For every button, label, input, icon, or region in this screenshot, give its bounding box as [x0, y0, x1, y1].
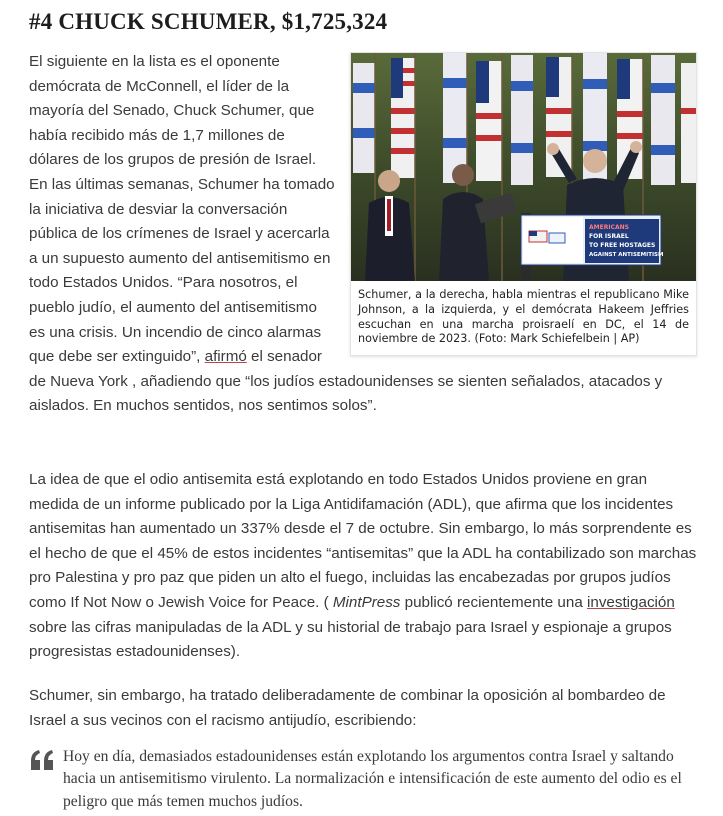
investigacion-link[interactable]: investigación: [587, 593, 675, 611]
schumer-paragraph: Schumer, sin embargo, ha tratado deliberadamente de combinar la oposición al bombardeo de Israel a sus vecinos con el racismo antijudío, escribiendo:: [29, 687, 666, 729]
svg-text:AMERICANS: AMERICANS: [589, 224, 629, 231]
intro-text-end: el senador de Nueva York , añadiendo que “los judíos estadounidenses se sienten señalados, atacados y aislados. En muchos sentidos, nos sentimos solos”.: [29, 348, 663, 415]
adl-text-2: publicó recientemente una: [400, 593, 587, 611]
intro-text: El siguiente en la lista es el oponente demócrata de McConnell, el líder de la mayoría del Senado, Chuck Schumer, que había recibido más de 1,7 millones de dólares de los grupos de presión de Israel. En las últimas semanas, Schumer ha tomado la iniciativa de desviar la conversación pública de los crímenes de Israel y acercarla a un supuesto aumento del antisemitismo en todo Estados Unidos. “Para nosotros, el pueblo judío, el aumento del antisemitismo es una crisis. Un incendio de cinco alarmas que debe ser extinguido”,: [29, 53, 335, 366]
publication-name: MintPress: [332, 593, 401, 611]
svg-text:TO FREE HOSTAGES: TO FREE HOSTAGES: [589, 242, 656, 249]
blockquote: [29, 746, 697, 813]
svg-text:AGAINST ANTISEMITISM: AGAINST ANTISEMITISM: [589, 252, 664, 258]
article-heading: #4 CHUCK SCHUMER, $1,725,324: [29, 9, 388, 34]
afirmo-link[interactable]: afirmó: [204, 348, 247, 366]
adl-text-3: sobre las cifras manipuladas de la ADL y su historial de trabajo para Israel y espionaje a grupos progresistas estadounidenses).: [29, 618, 672, 661]
adl-paragraph: [29, 468, 697, 665]
article-figure: [350, 52, 697, 356]
quote-icon: [29, 748, 55, 772]
svg-text:FOR ISRAEL: FOR ISRAEL: [589, 233, 629, 240]
adl-text-1: La idea de que el odio antisemita está explotando en todo Estados Unidos proviene en gran medida de un informe publicado por la Liga Antidifamación (ADL), que afirma que los incidentes antisemitas han aumentado un 337% desde el 7 de octubre. Sin embargo, lo más sorprendente es el hecho de que el 45% de estos incidentes “antisemitas” que la ADL ha contabilizado son marchas pro Palestina y pro paz que piden un alto el fuego, incluidas las encabezadas por grupos judíos como If Not Now o Jewish Voice for Peace. (: [29, 471, 697, 611]
rally-photo: [351, 53, 696, 281]
figure-caption: Schumer, a la derecha, habla mientras el republicano Mike Johnson, a la izquierda, y el demócrata Hakeem Jeffries escuchan en una marcha proisraelí en DC, el 14 de noviembre de 2023. (Foto: Mark Schiefelbein | AP): [358, 288, 689, 346]
intro-paragraph: [29, 50, 697, 419]
quote-text: Hoy en día, demasiados estadounidenses están explotando los argumentos contra Israel y saltando hacia un antisemitismo virulento. La normalización e intensificación de este aumento del odio es el peligro que más temen muchos judíos.: [63, 748, 682, 810]
